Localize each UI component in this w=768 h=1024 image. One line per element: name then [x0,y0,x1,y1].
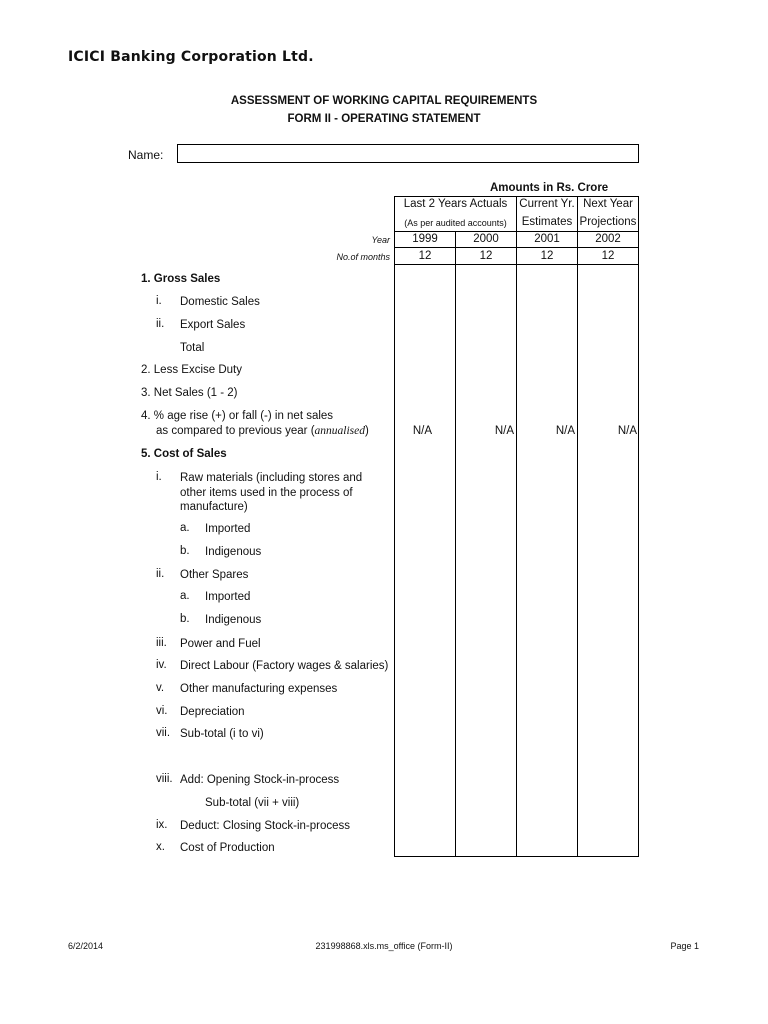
col-header-next: Next Year [583,198,633,210]
row-raw-indigenous: Indigenous [205,546,262,558]
row-subtotal-i-vi: Sub-total (i to vi) [180,728,264,740]
row-export-sales: Export Sales [180,319,246,331]
row-pct-rise-text: as compared to previous year ( [156,425,315,437]
row-power-fuel: Power and Fuel [180,638,261,650]
row-raw-materials-line2: other items used in the process of [180,487,353,499]
col-header-actuals: Last 2 Years Actuals [403,198,508,210]
footer-filename: 231998868.xls.ms_office (Form-II) [315,941,453,951]
row-opening-stock: Add: Opening Stock-in-process [180,774,340,786]
row-number: viii. [156,773,173,785]
row-closing-stock: Deduct: Closing Stock-in-process [180,820,351,832]
col-header-actuals-note: (As per audited accounts) [404,218,507,228]
year-row-label: Year [371,235,390,245]
row-number: ii. [156,568,165,580]
row-number: x. [156,841,165,853]
form-subtitle: FORM II - OPERATING STATEMENT [287,113,481,125]
row-spares-indigenous: Indigenous [205,614,262,626]
name-input-box[interactable] [177,144,639,163]
year-cell: 2000 [473,233,499,245]
company-name: ICICI Banking Corporation Ltd. [68,49,314,65]
row-spares-imported: Imported [205,591,251,603]
row-number: ix. [156,819,168,831]
row-number: iv. [156,659,167,671]
row-number: i. [156,295,162,307]
row-number: ii. [156,318,165,330]
row-domestic-sales: Domestic Sales [180,296,260,308]
col-header-current: Current Yr. [519,198,575,210]
na-value: N/A [412,425,432,437]
row-direct-labour: Direct Labour (Factory wages & salaries) [180,660,389,672]
year-cell: 2002 [595,233,621,245]
footer-page: Page 1 [670,941,699,951]
col-header-next-sub: Projections [579,216,637,228]
row-number: i. [156,471,162,483]
row-number: iii. [156,637,167,649]
row-raw-materials-line1: Raw materials (including stores and [180,472,363,484]
row-pct-rise-annualised: annualised [314,425,366,437]
row-number: vii. [156,727,171,739]
na-value: N/A [555,425,575,437]
row-other-mfg-expenses: Other manufacturing expenses [180,683,338,695]
row-gross-sales: 1. Gross Sales [141,273,221,285]
name-label: Name: [128,148,164,162]
row-other-spares: Other Spares [180,569,249,581]
row-letter: b. [180,545,190,557]
footer-date: 6/2/2014 [68,941,104,951]
col-header-current-sub: Estimates [521,216,573,228]
row-depreciation: Depreciation [180,706,245,718]
row-letter: b. [180,613,190,625]
row-raw-imported: Imported [205,523,251,535]
row-letter: a. [180,590,190,602]
year-cell: 1999 [412,233,438,245]
months-cell: 12 [418,250,432,262]
amounts-unit-label: Amounts in Rs. Crore [490,182,609,194]
row-raw-materials-line3: manufacture) [180,501,248,513]
na-value: N/A [617,425,637,437]
row-letter: a. [180,522,190,534]
row-total: Total [180,342,205,354]
row-number: v. [156,682,165,694]
row-pct-rise-line1: 4. % age rise (+) or fall (-) in net sales [141,410,334,422]
row-net-sales: 3. Net Sales (1 - 2) [141,387,238,399]
year-cell: 2001 [534,233,560,245]
row-pct-rise-close: ) [365,425,369,437]
row-number: vi. [156,705,168,717]
row-cost-of-sales: 5. Cost of Sales [141,448,227,460]
months-cell: 12 [601,250,615,262]
row-cost-of-production: Cost of Production [180,842,275,854]
row-subtotal-vii-viii: Sub-total (vii + viii) [205,797,300,809]
row-less-excise-duty: 2. Less Excise Duty [141,364,242,376]
row-pct-rise-line2 [156,424,369,439]
form-title: ASSESSMENT OF WORKING CAPITAL REQUIREMENTS [230,95,538,107]
months-row-label: No.of months [336,252,390,262]
na-value: N/A [494,425,514,437]
months-cell: 12 [479,250,493,262]
months-cell: 12 [540,250,554,262]
